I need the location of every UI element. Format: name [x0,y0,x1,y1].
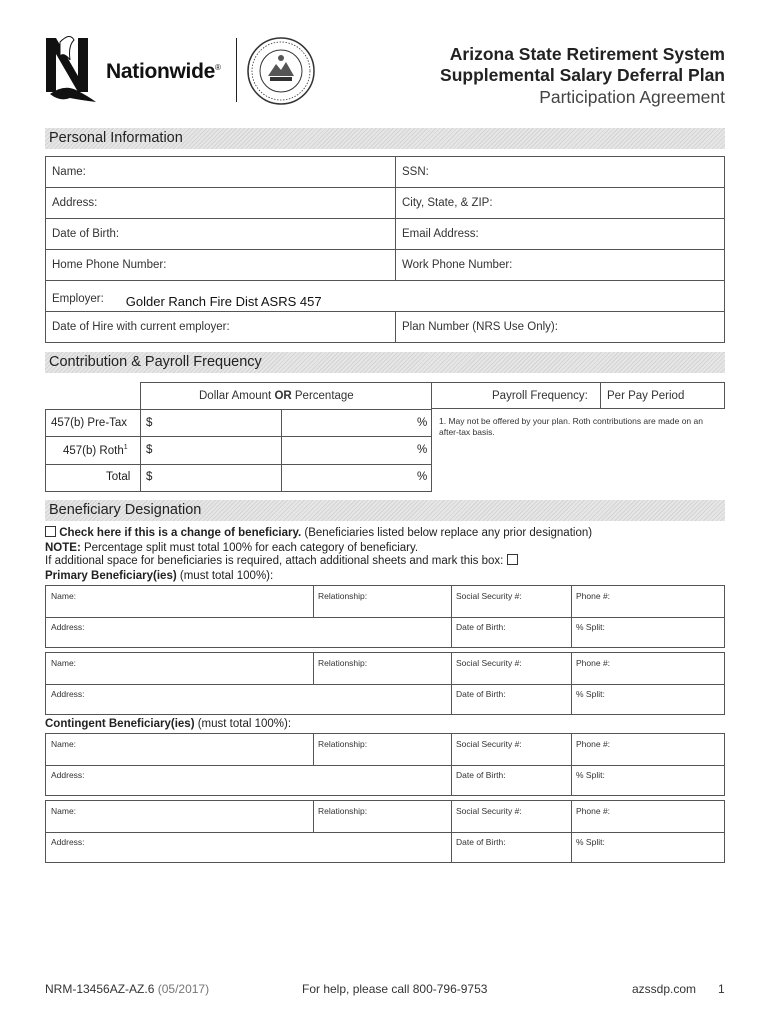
payroll-frequency-header: Payroll Frequency: Per Pay Period [431,382,725,409]
total-dollar-field[interactable]: $ [146,471,153,483]
form-header [0,0,770,125]
title-line-3: Participation Agreement [539,87,725,107]
personal-info-header: Personal Information [45,128,725,149]
note-line: NOTE: Percentage split must total 100% for each category of beneficiary. [45,542,419,554]
title-line-1: Arizona State Retirement System [449,44,725,64]
contribution-values [140,409,432,492]
amount-header: Dollar Amount OR Percentage [140,382,432,409]
roth-label: 457(b) Roth$^1$ [63,444,128,457]
header-divider [236,38,237,102]
primary-heading: Primary Beneficiary(ies) (must total 100%): [45,570,274,582]
roth-percent-field[interactable]: % [417,444,428,456]
beneficiary-header: Beneficiary Designation [45,500,725,521]
hire-date-field[interactable]: Date of Hire with current employer: [46,312,396,343]
home-phone-field[interactable]: Home Phone Number: [46,250,396,281]
primary-beneficiary-1[interactable]: Name: Relationship: Social Security #: Phone #: Address: Date of Birth: % Split: [45,585,725,648]
page-number: 1 [718,982,725,996]
arizona-seal-icon [246,36,316,106]
roth-dollar-field[interactable]: $ [146,444,153,456]
additional-sheets-checkbox[interactable] [507,554,518,565]
pretax-dollar-field[interactable]: $ [146,417,153,429]
change-beneficiary-checkbox[interactable] [45,526,56,537]
city-state-zip-field[interactable]: City, State, & ZIP: [396,188,725,219]
website-link[interactable]: azssdp.com [632,982,697,996]
primary-beneficiary-2[interactable]: Name: Relationship: Social Security #: Phone #: Address: Date of Birth: % Split: [45,652,725,715]
nationwide-eagle-logo-icon [40,32,98,106]
payroll-frequency-value[interactable]: Per Pay Period [607,390,685,402]
brand-name: Nationwide® [106,60,221,83]
total-percent-field[interactable]: % [417,471,428,483]
plan-number-field: Plan Number (NRS Use Only): [396,312,725,343]
contingent-heading: Contingent Beneficiary(ies) (must total 100%): [45,718,292,730]
additional-sheets-line: If additional space for beneficiaries is required, attach additional sheets and mark this box: [45,554,518,568]
email-field[interactable]: Email Address: [396,219,725,250]
total-label: Total [106,471,131,483]
employer-field[interactable]: Employer: Golder Ranch Fire Dist ASRS 457 [46,281,725,312]
address-field[interactable]: Address: [46,188,396,219]
contribution-header: Contribution & Payroll Frequency [45,352,725,373]
roth-footnote: 1. May not be offered by your plan. Roth contributions are made on an after-tax basis. [439,416,703,437]
employer-value: Golder Ranch Fire Dist ASRS 457 [125,294,322,309]
change-beneficiary-line: Check here if this is a change of beneficiary. (Beneficiaries listed below replace any prior designation) [45,526,592,540]
dob-field[interactable]: Date of Birth: [46,219,396,250]
personal-info-table [45,156,725,343]
pretax-label: 457(b) Pre-Tax [51,417,128,429]
contribution-table [45,382,725,492]
form-title-block [440,44,725,108]
work-phone-field[interactable]: Work Phone Number: [396,250,725,281]
pretax-percent-field[interactable]: % [417,417,428,429]
ssn-field[interactable]: SSN: [396,157,725,188]
help-line: For help, please call 800-796-9753 [302,982,488,996]
contingent-beneficiary-2[interactable]: Name: Relationship: Social Security #: Phone #: Address: Date of Birth: % Split: [45,800,725,863]
form-code: NRM-13456AZ-AZ.6 (05/2017) [45,982,210,996]
title-line-2: Supplemental Salary Deferral Plan [440,65,725,85]
contingent-beneficiary-1[interactable]: Name: Relationship: Social Security #: Phone #: Address: Date of Birth: % Split: [45,733,725,796]
name-field[interactable]: Name: [46,157,396,188]
